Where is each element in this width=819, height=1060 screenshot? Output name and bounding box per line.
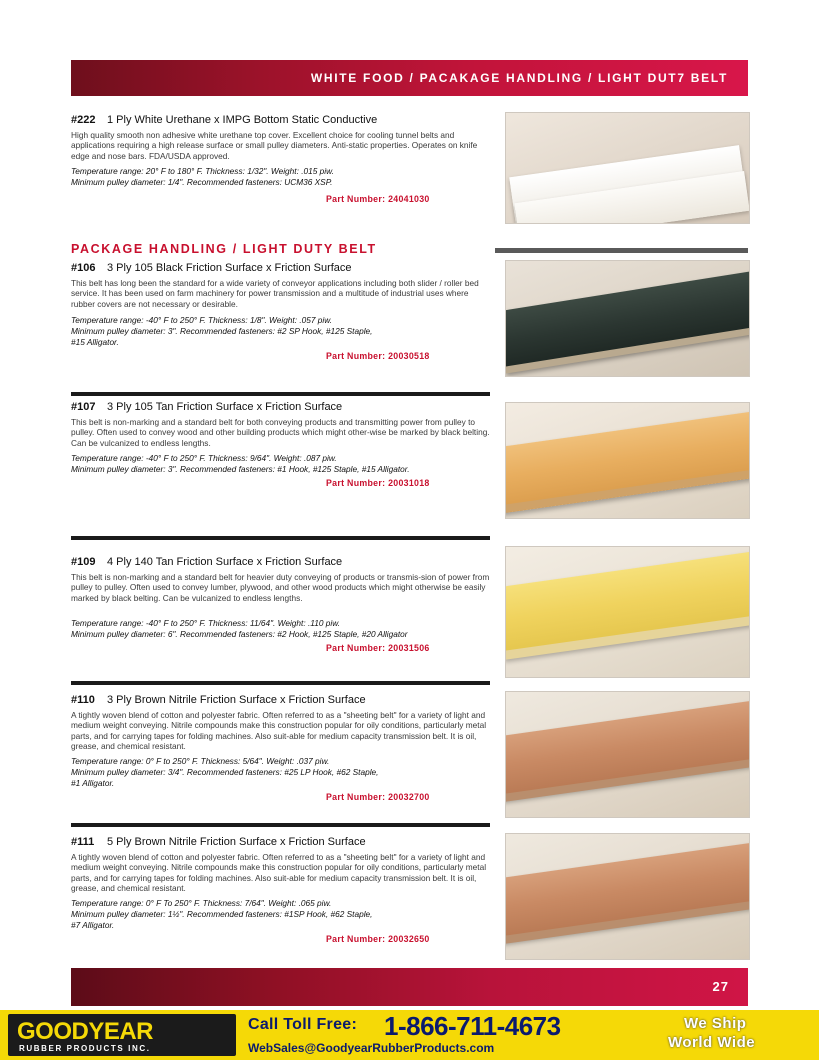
product-spec-line-1: Temperature range: -40° F to 250° F. Thickness: 1/8". Weight: .057 piw. <box>71 315 333 325</box>
product-description: High quality smooth non adhesive white urethane top cover. Excellent choice for cooling tunnel belts and applications requiring a high release surface or small pulley diameters. Anti-static properties. Operates on knife edge and nose bars. FDA/USDA approved. <box>71 130 478 161</box>
product-number: #222 <box>71 114 96 126</box>
product-number: #111 <box>71 836 95 848</box>
email-address[interactable]: WebSales@GoodyearRubberProducts.com <box>248 1041 495 1055</box>
product-number: #109 <box>71 556 96 568</box>
page-number: 27 <box>712 979 729 994</box>
product-divider <box>71 681 490 685</box>
product-spec-line-1: Temperature range: 20° F to 180° F. Thickness: 1/32". Weight: .015 piw. <box>71 166 334 176</box>
product-number: #107 <box>71 401 96 413</box>
shipping-note-line2: World Wide <box>668 1034 756 1051</box>
page-header-banner <box>71 60 748 96</box>
product-title: 1 Ply White Urethane x IMPG Bottom Static Conductive <box>107 114 378 126</box>
product-number: #110 <box>71 694 95 706</box>
product-part-number: Part Number: 24041030 <box>326 194 430 204</box>
product-part-number: Part Number: 20032700 <box>326 792 430 802</box>
product-spec-line-2: Minimum pulley diameter: 6". Recommended fasteners: #2 Hook, #125 Staple, #20 Alligator <box>71 629 408 639</box>
product-description: A tightly woven blend of cotton and polyester fabric. Often referred to as a "sheeting belt" for a variety of light and medium weight conveying. Nitrile compounds make this construction popular for oily conditions, particularly metal parts, and for carrying tapes for folding machines. Also suit-able for medium capacity transmission belt. It is oil, grease, and chemical resistant. <box>71 710 487 751</box>
product-title: 3 Ply 105 Black Friction Surface x Friction Surface <box>107 262 352 274</box>
product-spec-line-2: Minimum pulley diameter: 3/4". Recommended fasteners: #25 LP Hook, #62 Staple, <box>71 767 379 777</box>
product-spec-line-2: Minimum pulley diameter: 1/4". Recommended fasteners: UCM36 XSP. <box>71 177 333 187</box>
product-photo-109 <box>505 546 750 678</box>
product-divider <box>71 392 490 396</box>
product-photo-107 <box>505 402 750 519</box>
company-logo-name: GOODYEAR <box>17 1018 154 1045</box>
company-logo <box>8 1014 236 1056</box>
product-part-number: Part Number: 20032650 <box>326 934 430 944</box>
company-footer <box>0 1010 819 1060</box>
product-number: #106 <box>71 262 96 274</box>
page-footer-banner <box>71 968 748 1006</box>
product-photo-111 <box>505 833 750 960</box>
product-spec-line-3: #7 Alligator. <box>71 920 115 930</box>
product-spec-line-2: Minimum pulley diameter: 1½". Recommended fasteners: #1SP Hook, #62 Staple, <box>71 909 373 919</box>
product-spec-line-1: Temperature range: 0° F to 250° F. Thickness: 5/64". Weight: .037 piw. <box>71 756 330 766</box>
product-description: This belt has long been the standard for a wide variety of conveyor applications including both slider / roller bed service. It has been used on farm machinery for power transmission and a multitude of industrial uses where rubber covers are not necessary or desirable. <box>71 278 479 309</box>
company-logo-subtitle: RUBBER PRODUCTS INC. <box>19 1044 151 1053</box>
product-photo-110 <box>505 691 750 818</box>
product-spec-line-1: Temperature range: 0° F To 250° F. Thickness: 7/64". Weight: .065 piw. <box>71 898 332 908</box>
product-title: 3 Ply Brown Nitrile Friction Surface x Friction Surface <box>107 694 366 706</box>
contact-info <box>248 1011 658 1056</box>
product-description: This belt is non-marking and a standard belt for both conveying products and transmitting power from pulley to pulley. Often used to convey wood and other building products which might other-wise be marked by black belting. Can be vulcanized to endless lengths. <box>71 417 490 448</box>
section-heading <box>71 242 748 260</box>
product-title: 3 Ply 105 Tan Friction Surface x Friction Surface <box>107 401 343 413</box>
section-heading-rule <box>495 248 748 253</box>
product-description: A tightly woven blend of cotton and polyester fabric. Often referred to as a "sheeting belt" for a variety of light and medium weight conveying. Nitrile compounds make this construction popular for oily conditions, particularly metal parts, and for carrying tapes for folding machines. Also suit-able for medium capacity transmission belt. It is oil, grease, and chemical resistant. <box>71 852 487 893</box>
page-title: WHITE FOOD / PACAKAGE HANDLING / LIGHT DUT7 BELT <box>310 71 728 85</box>
product-part-number: Part Number: 20030518 <box>326 351 430 361</box>
product-description: This belt is non-marking and a standard belt for heavier duty conveying of products or transmis-sion of power from pulley to pulley. Often used to convey lumber, plywood, and other wood products which might otherwise be easily marked by black belting. Can be vulcanized to endless lengths. <box>71 572 490 603</box>
product-spec-line-1: Temperature range: -40° F to 250° F. Thickness: 11/64". Weight: .110 piw. <box>71 618 341 628</box>
product-spec-line-2: Minimum pulley diameter: 3". Recommended fasteners: #1 Hook, #125 Staple, #15 Alligator. <box>71 464 410 474</box>
product-spec-line-3: #15 Alligator. <box>71 337 119 347</box>
product-photo-222 <box>505 112 750 224</box>
product-divider <box>71 536 490 540</box>
product-title: 5 Ply Brown Nitrile Friction Surface x Friction Surface <box>107 836 366 848</box>
product-part-number: Part Number: 20031018 <box>326 478 430 488</box>
product-title: 4 Ply 140 Tan Friction Surface x Friction Surface <box>107 556 343 568</box>
product-spec-line-1: Temperature range: -40° F to 250° F. Thickness: 9/64". Weight: .087 piw. <box>71 453 337 463</box>
product-divider <box>71 823 490 827</box>
product-spec-line-3: #1 Alligator. <box>71 778 115 788</box>
call-toll-free-label: Call Toll Free: <box>248 1016 358 1033</box>
product-spec-line-2: Minimum pulley diameter: 3". Recommended fasteners: #2 SP Hook, #125 Staple, <box>71 326 373 336</box>
section-heading-label: PACKAGE HANDLING / LIGHT DUTY BELT <box>71 242 377 256</box>
shipping-note-line1: We Ship <box>684 1015 747 1032</box>
product-photo-106 <box>505 260 750 377</box>
shipping-note <box>660 1014 812 1056</box>
phone-number[interactable]: 1-866-711-4673 <box>384 1011 561 1041</box>
product-part-number: Part Number: 20031506 <box>326 643 430 653</box>
